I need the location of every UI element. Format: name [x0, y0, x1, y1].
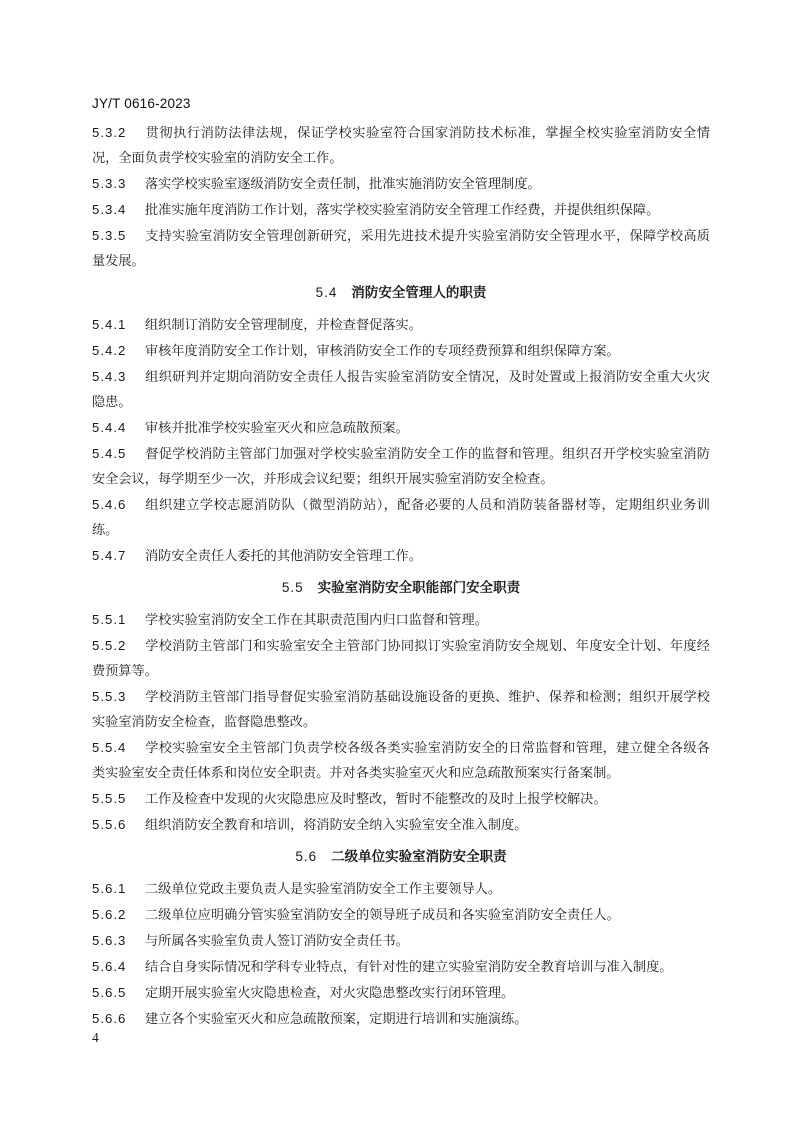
clause-number: 5.6.4	[92, 959, 127, 974]
section-heading	[92, 276, 710, 310]
clause-text: 学校消防主管部门和实验室安全主管部门协同拟订实验室消防安全规划、年度安全计划、年度经费预算等。	[92, 639, 710, 679]
clause-text: 贯彻执行消防法律法规，保证学校实验室符合国家消防技术标准，掌握全校实验室消防安全情况，全面负责学校实验室的消防安全工作。	[92, 126, 710, 166]
clause-number: 5.4.4	[92, 420, 127, 435]
clause-number: 5.3.5	[92, 228, 127, 243]
page-number: 4	[92, 1030, 99, 1045]
clause-paragraph	[92, 786, 710, 812]
clause-paragraph	[92, 607, 710, 633]
clause-number: 5.6.3	[92, 933, 127, 948]
clause-text: 学校消防主管部门指导督促实验室消防基础设施设备的更换、维护、保养和检测；组织开展学校实验室消防安全检查，监督隐患整改。	[92, 690, 710, 730]
clause-text: 工作及检查中发现的火灾隐患应及时整改，暂时不能整改的及时上报学校解决。	[145, 792, 607, 807]
section-number: 5.5	[281, 580, 304, 595]
clause-number: 5.4.5	[92, 446, 127, 461]
clause-paragraph	[92, 902, 710, 928]
clause-paragraph	[92, 812, 710, 838]
clause-text: 学校实验室安全主管部门负责学校各级各类实验室消防安全的日常监督和管理，建立健全各级各类实验室安全责任体系和岗位安全职责。并对各类实验室灭火和应急疏散预案实行备案制。	[92, 741, 710, 781]
clause-number: 5.5.1	[92, 612, 127, 627]
clause-paragraph	[92, 735, 710, 786]
clause-paragraph	[92, 197, 710, 223]
clause-number: 5.6.5	[92, 985, 127, 1000]
clause-paragraph	[92, 312, 710, 338]
clause-paragraph	[92, 171, 710, 197]
clause-text: 落实学校实验室逐级消防安全责任制，批准实施消防安全管理制度。	[145, 177, 541, 192]
clause-text: 审核并批准学校实验室灭火和应急疏散预案。	[145, 421, 409, 436]
clause-paragraph	[92, 928, 710, 954]
clause-text: 批准实施年度消防工作计划，落实学校实验室消防安全管理工作经费，并提供组织保障。	[145, 203, 660, 218]
clause-number: 5.4.6	[92, 497, 127, 512]
clause-text: 建立各个实验室灭火和应急疏散预案，定期进行培训和实施演练。	[145, 1012, 528, 1027]
clause-number: 5.5.3	[92, 689, 127, 704]
clause-text: 学校实验室消防安全工作在其职责范围内归口监督和管理。	[145, 613, 488, 628]
clause-number: 5.4.3	[92, 369, 127, 384]
clause-paragraph	[92, 223, 710, 274]
clause-paragraph	[92, 876, 710, 902]
clause-paragraph	[92, 364, 710, 415]
section-heading	[92, 571, 710, 605]
clause-paragraph	[92, 338, 710, 364]
clause-number: 5.4.7	[92, 548, 127, 563]
clause-paragraph	[92, 415, 710, 441]
clause-paragraph	[92, 543, 710, 569]
clause-paragraph	[92, 684, 710, 735]
clause-text: 组织制订消防安全管理制度，并检查督促落实。	[145, 318, 422, 333]
clause-paragraph	[92, 1006, 710, 1032]
clause-paragraph	[92, 441, 710, 492]
section-number: 5.4	[315, 285, 338, 300]
clause-number: 5.5.4	[92, 740, 127, 755]
clause-text: 组织消防安全教育和培训，将消防安全纳入实验室安全准入制度。	[145, 818, 528, 833]
section-number: 5.6	[295, 849, 318, 864]
section-title-text: 实验室消防安全职能部门安全职责	[317, 580, 521, 596]
clause-number: 5.6.6	[92, 1011, 127, 1026]
section-title-text: 二级单位实验室消防安全职责	[331, 849, 507, 865]
clause-text: 定期开展实验室火灾隐患检查，对火灾隐患整改实行闭环管理。	[145, 986, 515, 1001]
clause-number: 5.5.2	[92, 638, 127, 653]
clause-number: 5.6.1	[92, 881, 127, 896]
clause-text: 二级单位党政主要负责人是实验室消防安全工作主要领导人。	[145, 882, 502, 897]
document-code: JY/T 0616-2023	[92, 96, 191, 111]
clause-text: 消防安全责任人委托的其他消防安全管理工作。	[145, 549, 422, 564]
clause-text: 二级单位应明确分管实验室消防安全的领导班子成员和各实验室消防安全责任人。	[145, 908, 620, 923]
section-title-text: 消防安全管理人的职责	[351, 285, 487, 301]
clause-number: 5.5.5	[92, 791, 127, 806]
clause-text: 结合自身实际情况和学科专业特点，有针对性的建立实验室消防安全教育培训与准入制度。	[145, 960, 673, 975]
clause-paragraph	[92, 120, 710, 171]
clause-number: 5.6.2	[92, 907, 127, 922]
clause-number: 5.5.6	[92, 817, 127, 832]
section-heading	[92, 840, 710, 874]
clause-number: 5.3.3	[92, 176, 127, 191]
clause-paragraph	[92, 954, 710, 980]
clause-number: 5.3.2	[92, 125, 127, 140]
clause-paragraph	[92, 980, 710, 1006]
clause-number: 5.3.4	[92, 202, 127, 217]
document-body	[92, 120, 710, 1032]
clause-number: 5.4.2	[92, 343, 127, 358]
clause-text: 支持实验室消防安全管理创新研究，采用先进技术提升实验室消防安全管理水平，保障学校高质量发展。	[92, 229, 710, 269]
clause-paragraph	[92, 492, 710, 543]
clause-text: 组织研判并定期向消防安全责任人报告实验室消防安全情况，及时处置或上报消防安全重大火灾隐患。	[92, 370, 710, 410]
clause-text: 审核年度消防安全工作计划，审核消防安全工作的专项经费预算和组织保障方案。	[145, 344, 620, 359]
clause-text: 督促学校消防主管部门加强对学校实验室消防安全工作的监督和管理。组织召开学校实验室消防安全会议，每学期至少一次，并形成会议纪要；组织开展实验室消防安全检查。	[92, 447, 710, 487]
clause-paragraph	[92, 633, 710, 684]
clause-text: 与所属各实验室负责人签订消防安全责任书。	[145, 934, 409, 949]
clause-number: 5.4.1	[92, 317, 127, 332]
clause-text: 组织建立学校志愿消防队（微型消防站），配备必要的人员和消防装备器材等，定期组织业务训练。	[92, 498, 710, 538]
